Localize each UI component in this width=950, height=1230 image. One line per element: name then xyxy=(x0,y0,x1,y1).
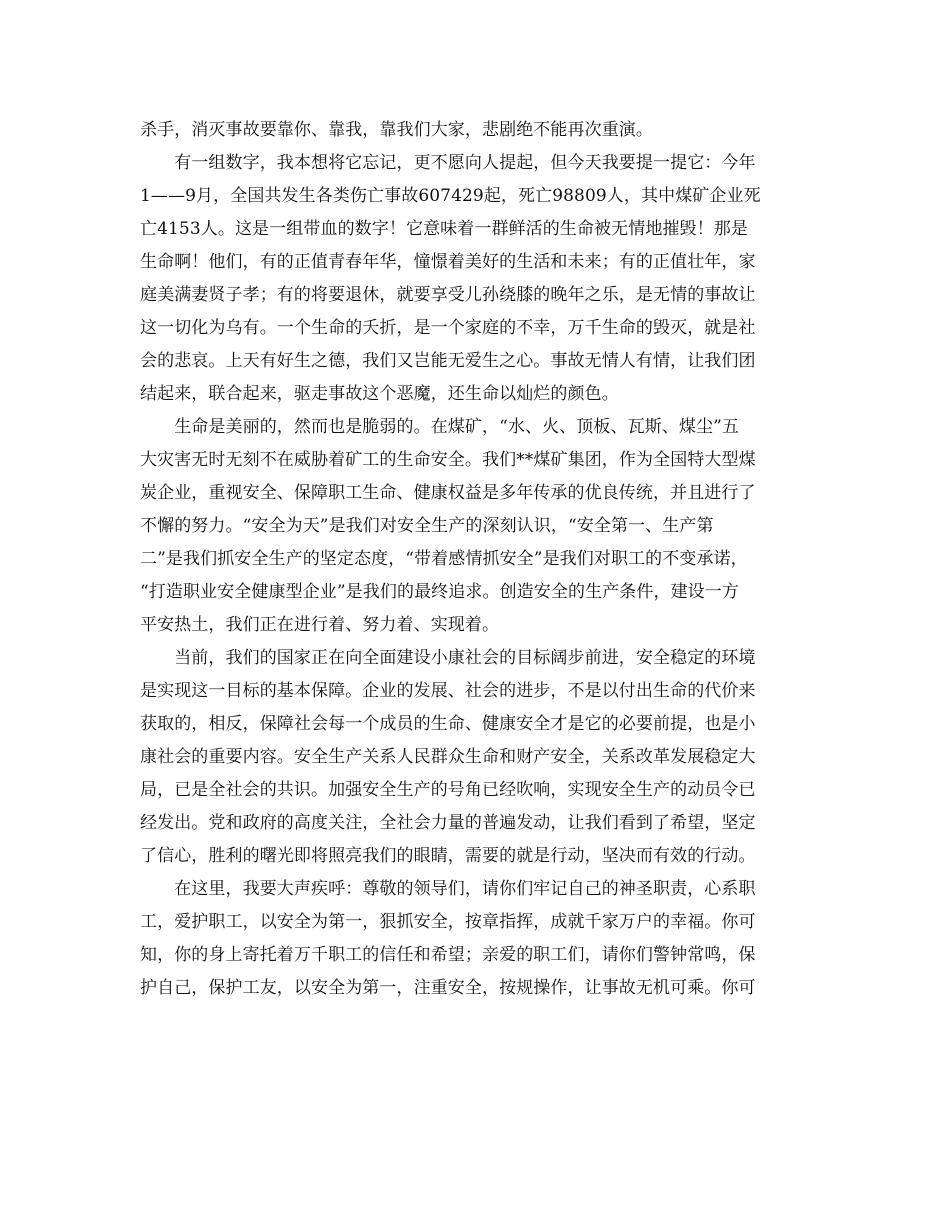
text-line: 1——9月，全国共发生各类伤亡事故607429起，死亡98809人，其中煤矿企业死 xyxy=(140,186,761,206)
text-line: “打造职业安全健康型企业”是我们的最终追求。创造安全的生产条件，建设一方 xyxy=(140,582,739,602)
text-line: 康社会的重要内容。安全生产关系人民群众生命和财产安全，关系改革发展稳定大 xyxy=(140,747,756,767)
text-line: 护自己，保护工友，以安全为第一，注重安全，按规操作，让事故无机可乘。你可 xyxy=(140,978,756,998)
text-line: 生命是美丽的，然而也是脆弱的。在煤矿，“水、火、顶板、瓦斯、煤尘”五 xyxy=(140,417,739,437)
text-line: 工，爱护职工，以安全为第一，狠抓安全，按章指挥，成就千家万户的幸福。你可 xyxy=(140,912,756,932)
text-line: 大灾害无时无刻不在威胁着矿工的生命安全。我们**煤矿集团，作为全国特大型煤 xyxy=(140,450,756,470)
text-line: 是实现这一目标的基本保障。企业的发展、社会的进步，不是以付出生命的代价来 xyxy=(140,681,756,701)
text-line: 局，已是全社会的共识。加强安全生产的号角已经吹响，实现安全生产的动员令已 xyxy=(140,780,756,800)
text-line: 获取的，相反，保障社会每一个成员的生命、健康安全才是它的必要前提，也是小 xyxy=(140,714,756,734)
text-line: 了信心，胜利的曙光即将照亮我们的眼睛，需要的就是行动，坚决而有效的行动。 xyxy=(140,846,756,866)
text-line: 结起来，联合起来，驱走事故这个恶魔，还生命以灿烂的颜色。 xyxy=(140,384,619,404)
text-line: 知，你的身上寄托着万千职工的信任和希望；亲爱的职工们，请你们警钟常鸣，保 xyxy=(140,945,756,965)
text-line: 庭美满妻贤子孝；有的将要退休，就要享受儿孙绕膝的晚年之乐，是无情的事故让 xyxy=(140,285,756,305)
text-line: 杀手，消灭事故要靠你、靠我，靠我们大家，悲剧绝不能再次重演。 xyxy=(140,120,653,140)
text-line: 二”是我们抓安全生产的坚定态度，“带着感情抓安全”是我们对职工的不变承诺， xyxy=(140,549,748,569)
text-line: 当前，我们的国家正在向全面建设小康社会的目标阔步前进，安全稳定的环境 xyxy=(140,648,756,668)
text-line: 生命啊！他们，有的正值青春年华，憧憬着美好的生活和未来；有的正值壮年，家 xyxy=(140,252,756,272)
text-line: 会的悲哀。上天有好生之德，我们又岂能无爱生之心。事故无情人有情，让我们团 xyxy=(140,351,756,371)
text-line: 炭企业，重视安全、保障职工生命、健康权益是多年传承的优良传统，并且进行了 xyxy=(140,483,756,503)
text-line: 亡4153人。这是一组带血的数字！它意味着一群鲜活的生命被无情地摧毁！那是 xyxy=(140,219,748,239)
text-line: 经发出。党和政府的高度关注，全社会力量的普遍发动，让我们看到了希望，坚定 xyxy=(140,813,756,833)
text-line: 平安热土，我们正在进行着、努力着、实现着。 xyxy=(140,615,500,635)
text-line: 不懈的努力。“安全为天”是我们对安全生产的深刻认识，“安全第一、生产第 xyxy=(140,516,714,536)
text-line: 在这里，我要大声疾呼：尊敬的领导们，请你们牢记自己的神圣职责，心系职 xyxy=(140,879,756,899)
text-line: 有一组数字，我本想将它忘记，更不愿向人提起，但今天我要提一提它：今年 xyxy=(140,153,756,173)
text-line: 这一切化为乌有。一个生命的夭折，是一个家庭的不幸，万千生命的毁灭，就是社 xyxy=(140,318,756,338)
